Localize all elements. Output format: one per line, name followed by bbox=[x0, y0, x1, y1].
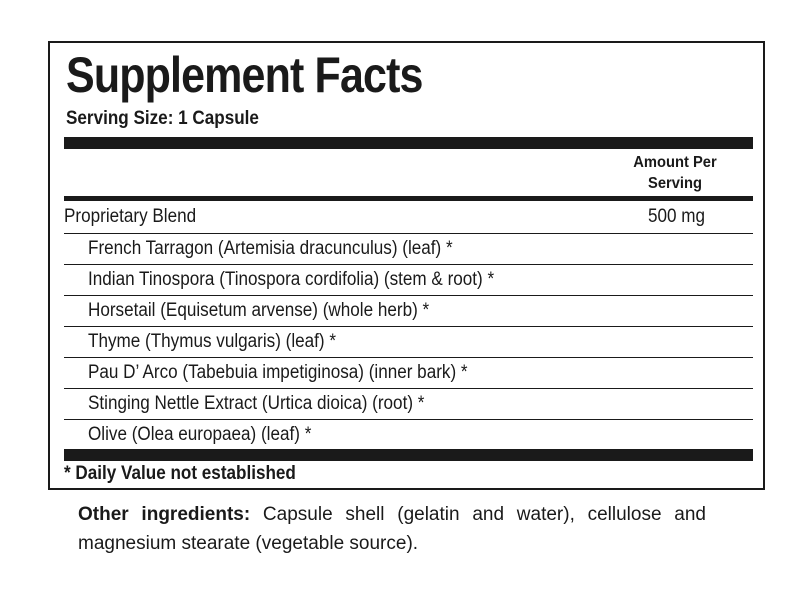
divider-bar-top bbox=[64, 137, 753, 149]
other-ingredients-label: Other ingredients: bbox=[78, 504, 251, 525]
supplement-facts-panel bbox=[48, 41, 765, 490]
blend-amount: 500 mg bbox=[648, 206, 706, 227]
ingredient-row bbox=[64, 233, 753, 264]
ingredient-row bbox=[64, 295, 753, 326]
amount-per-serving-header bbox=[615, 152, 735, 194]
daily-value-footnote: * Daily Value not established bbox=[64, 463, 296, 484]
amount-header-line-2: Serving bbox=[648, 175, 702, 192]
blend-name: Proprietary Blend bbox=[64, 206, 197, 227]
other-ingredients-text: Capsule shell (gelatin and water), cellulose and magnesium stearate (vegetable source). bbox=[78, 504, 707, 554]
other-ingredients bbox=[78, 500, 706, 558]
serving-size: Serving Size: 1 Capsule bbox=[66, 108, 259, 129]
ingredient-name: Olive (Olea europaea) (leaf) * bbox=[88, 424, 312, 445]
ingredient-row bbox=[64, 388, 753, 419]
ingredient-row bbox=[64, 357, 753, 388]
ingredient-row bbox=[64, 419, 753, 450]
ingredient-name: Thyme (Thymus vulgaris) (leaf) * bbox=[88, 331, 337, 352]
amount-header-line-1: Amount Per bbox=[633, 154, 717, 171]
panel-title: Supplement Facts bbox=[66, 47, 423, 103]
blend-row bbox=[64, 202, 753, 233]
ingredient-name: Indian Tinospora (Tinospora cordifolia) (stem & root) * bbox=[88, 269, 495, 290]
divider-bar-bottom bbox=[64, 449, 753, 461]
divider-bar-header bbox=[64, 196, 753, 201]
ingredient-name: Pau D’ Arco (Tabebuia impetiginosa) (inner bark) * bbox=[88, 362, 468, 383]
ingredient-row bbox=[64, 326, 753, 357]
ingredient-name: French Tarragon (Artemisia dracunculus) (leaf) * bbox=[88, 238, 453, 259]
ingredient-name: Stinging Nettle Extract (Urtica dioica) (root) * bbox=[88, 393, 425, 414]
ingredient-name: Horsetail (Equisetum arvense) (whole herb) * bbox=[88, 300, 430, 321]
ingredient-row bbox=[64, 264, 753, 295]
